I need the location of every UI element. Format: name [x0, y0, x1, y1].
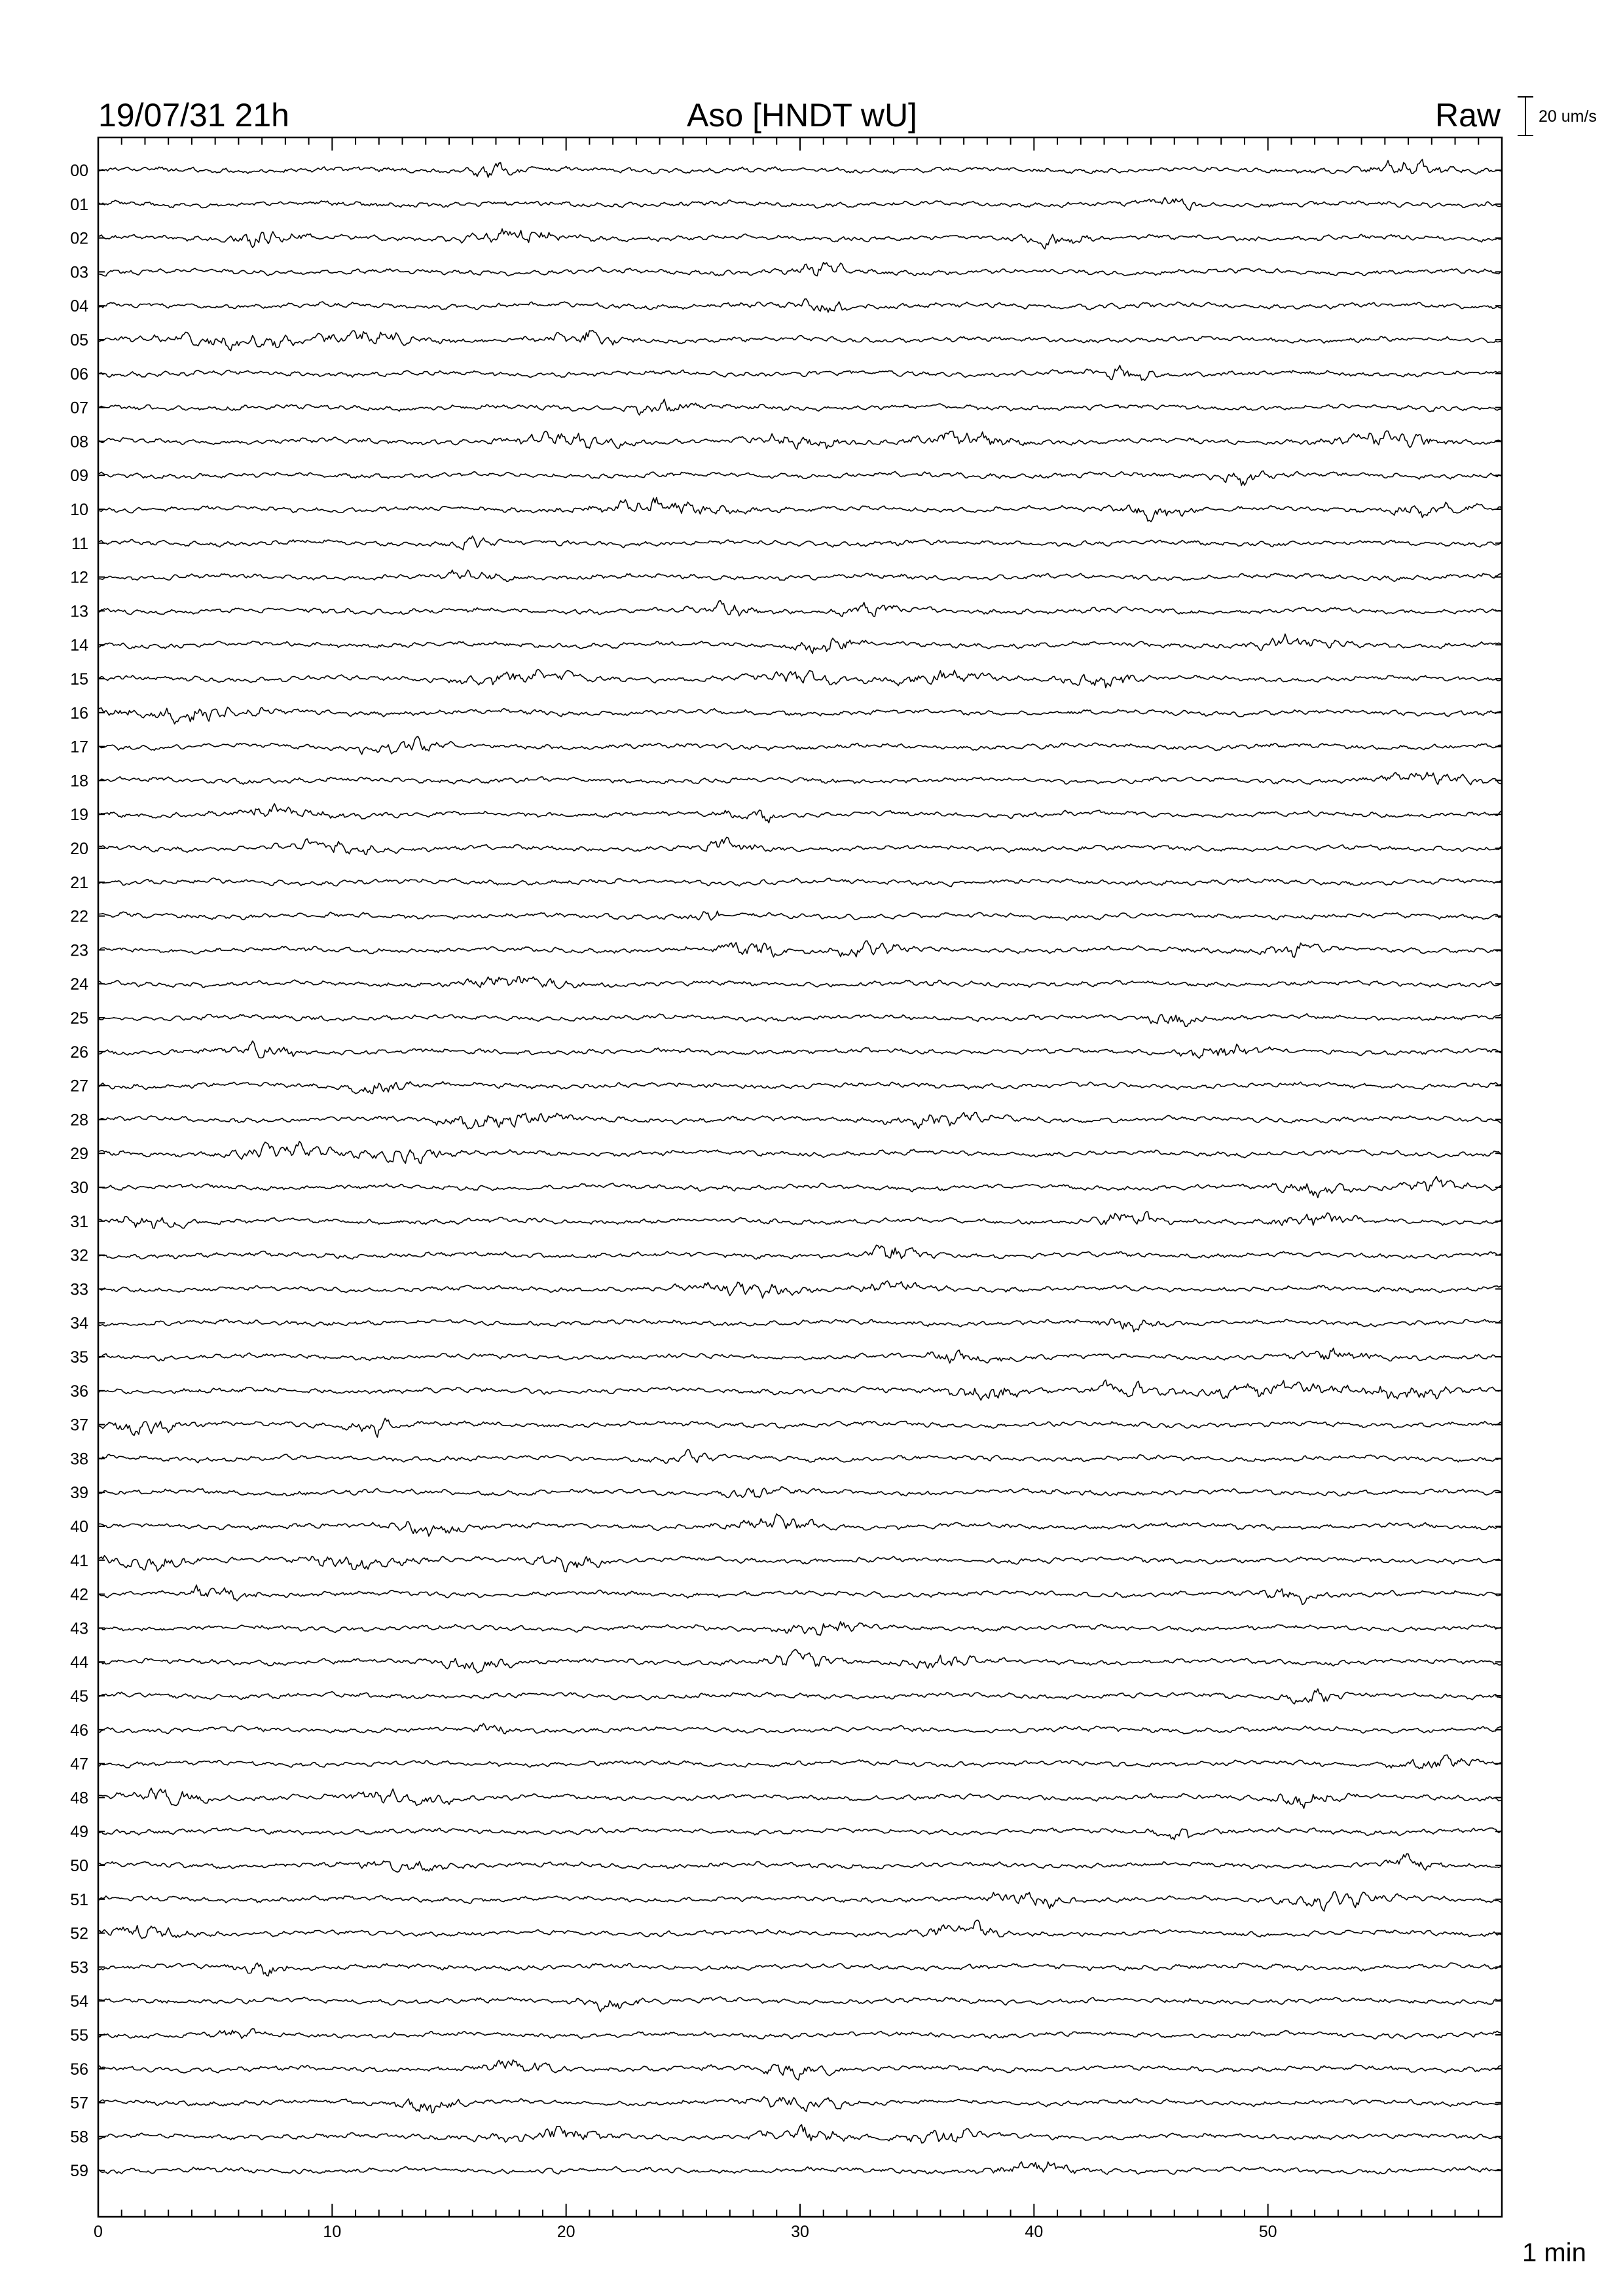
trace-row-36 [98, 1380, 1502, 1400]
trace-row-38 [98, 1450, 1502, 1464]
trace-row-58 [98, 2125, 1502, 2143]
trace-row-08 [98, 431, 1502, 449]
trace-row-43 [98, 1622, 1502, 1636]
trace-row-31 [98, 1211, 1502, 1229]
row-label-21: 21 [70, 873, 88, 892]
row-label-54: 54 [70, 1992, 88, 2011]
trace-row-47 [98, 1755, 1502, 1768]
trace-row-29 [98, 1141, 1502, 1164]
row-label-34: 34 [70, 1314, 88, 1333]
row-label-33: 33 [70, 1280, 88, 1299]
row-label-04: 04 [70, 297, 88, 316]
row-label-18: 18 [70, 772, 88, 791]
trace-row-48 [98, 1788, 1502, 1808]
row-label-28: 28 [70, 1111, 88, 1130]
trace-row-18 [98, 772, 1502, 785]
trace-row-32 [98, 1245, 1502, 1259]
row-label-30: 30 [70, 1179, 88, 1197]
trace-row-53 [98, 1963, 1502, 1976]
row-label-37: 37 [70, 1416, 88, 1435]
trace-row-49 [98, 1827, 1502, 1839]
trace-row-39 [98, 1487, 1502, 1498]
trace-row-06 [98, 365, 1502, 380]
trace-row-00 [98, 160, 1502, 178]
trace-row-16 [98, 708, 1502, 725]
row-label-42: 42 [70, 1585, 88, 1604]
trace-row-05 [98, 331, 1502, 351]
trace-row-28 [98, 1113, 1502, 1129]
trace-row-12 [98, 570, 1502, 582]
row-label-52: 52 [70, 1924, 88, 1943]
row-label-31: 31 [70, 1212, 88, 1231]
trace-row-27 [98, 1082, 1502, 1094]
trace-row-02 [98, 229, 1502, 249]
trace-row-11 [98, 536, 1502, 550]
trace-row-09 [98, 471, 1502, 485]
trace-row-22 [98, 911, 1502, 920]
row-label-50: 50 [70, 1857, 88, 1875]
row-label-02: 02 [70, 229, 88, 248]
trace-row-19 [98, 804, 1502, 823]
row-label-40: 40 [70, 1518, 88, 1536]
row-label-47: 47 [70, 1755, 88, 1774]
row-label-49: 49 [70, 1823, 88, 1842]
frame-ticks [98, 137, 1502, 2217]
trace-row-07 [98, 399, 1502, 415]
row-label-51: 51 [70, 1890, 88, 1909]
amplitude-scale-label: 20 um/s [1539, 107, 1597, 126]
trace-row-54 [98, 1997, 1502, 2012]
trace-row-04 [98, 299, 1502, 312]
trace-row-13 [98, 601, 1502, 617]
row-label-36: 36 [70, 1382, 88, 1401]
trace-row-55 [98, 2029, 1502, 2039]
trace-row-50 [98, 1854, 1502, 1872]
trace-row-20 [98, 837, 1502, 854]
x-tick-label-0: 0 [94, 2223, 103, 2241]
row-labels [70, 162, 88, 2180]
row-label-05: 05 [70, 331, 88, 350]
row-label-27: 27 [70, 1077, 88, 1096]
trace-row-14 [98, 634, 1502, 654]
trace-row-42 [98, 1585, 1502, 1605]
trace-row-57 [98, 2097, 1502, 2113]
row-label-15: 15 [70, 670, 88, 689]
row-label-10: 10 [70, 501, 88, 519]
trace-row-03 [98, 262, 1502, 276]
x-tick-label-20: 20 [556, 2223, 575, 2241]
row-label-32: 32 [70, 1246, 88, 1265]
trace-row-15 [98, 670, 1502, 688]
trace-row-26 [98, 1041, 1502, 1058]
header-station-title: Aso [HNDT wU] [687, 97, 917, 134]
seismic-traces [98, 160, 1502, 2175]
row-label-07: 07 [70, 399, 88, 418]
row-label-09: 09 [70, 467, 88, 486]
row-label-53: 53 [70, 1958, 88, 1977]
trace-row-52 [98, 1920, 1502, 1939]
x-tick-label-40: 40 [1025, 2223, 1044, 2241]
row-label-22: 22 [70, 907, 88, 926]
row-label-41: 41 [70, 1551, 88, 1570]
trace-row-24 [98, 977, 1502, 988]
trace-row-34 [98, 1319, 1502, 1332]
x-tick-label-30: 30 [791, 2223, 809, 2241]
row-label-20: 20 [70, 840, 88, 858]
row-label-17: 17 [70, 738, 88, 757]
x-tick-label-50: 50 [1258, 2223, 1277, 2241]
row-label-39: 39 [70, 1484, 88, 1503]
trace-row-21 [98, 878, 1502, 886]
trace-row-51 [98, 1892, 1502, 1911]
row-label-58: 58 [70, 2128, 88, 2147]
trace-row-37 [98, 1418, 1502, 1437]
trace-row-17 [98, 736, 1502, 754]
row-label-35: 35 [70, 1348, 88, 1367]
row-label-56: 56 [70, 2060, 88, 2079]
trace-row-46 [98, 1723, 1502, 1734]
trace-row-25 [98, 1014, 1502, 1027]
trace-row-35 [98, 1348, 1502, 1363]
amplitude-scale-bar [1518, 97, 1597, 135]
row-label-55: 55 [70, 2026, 88, 2045]
trace-row-59 [98, 2162, 1502, 2174]
row-label-48: 48 [70, 1789, 88, 1808]
row-label-12: 12 [70, 568, 88, 587]
trace-row-44 [98, 1649, 1502, 1673]
row-label-13: 13 [70, 602, 88, 621]
trace-row-10 [98, 497, 1502, 522]
row-label-44: 44 [70, 1653, 88, 1672]
row-label-25: 25 [70, 1009, 88, 1028]
row-label-00: 00 [70, 162, 88, 180]
row-label-24: 24 [70, 975, 88, 994]
trace-row-33 [98, 1281, 1502, 1298]
row-label-45: 45 [70, 1687, 88, 1706]
row-label-01: 01 [70, 195, 88, 214]
row-label-19: 19 [70, 806, 88, 825]
trace-row-23 [98, 941, 1502, 957]
row-label-26: 26 [70, 1043, 88, 1062]
row-label-08: 08 [70, 433, 88, 452]
row-label-59: 59 [70, 2162, 88, 2181]
row-label-06: 06 [70, 365, 88, 384]
row-label-16: 16 [70, 704, 88, 723]
trace-row-41 [98, 1556, 1502, 1572]
row-label-29: 29 [70, 1145, 88, 1164]
x-axis-tick-labels [94, 2223, 1277, 2241]
x-tick-label-10: 10 [323, 2223, 342, 2241]
x-axis-unit-label: 1 min [1522, 2238, 1586, 2267]
row-label-14: 14 [70, 636, 88, 655]
row-label-57: 57 [70, 2094, 88, 2113]
trace-row-40 [98, 1514, 1502, 1536]
trace-row-30 [98, 1176, 1502, 1197]
row-label-43: 43 [70, 1619, 88, 1638]
trace-row-01 [98, 198, 1502, 211]
plot-frame [98, 137, 1502, 2217]
header-datetime: 19/07/31 21h [98, 97, 289, 134]
row-label-03: 03 [70, 263, 88, 282]
row-label-38: 38 [70, 1450, 88, 1469]
row-label-46: 46 [70, 1721, 88, 1740]
header-mode: Raw [1434, 97, 1501, 134]
trace-row-56 [98, 2060, 1502, 2080]
row-label-23: 23 [70, 941, 88, 960]
trace-row-45 [98, 1689, 1502, 1704]
row-label-11: 11 [71, 534, 88, 553]
